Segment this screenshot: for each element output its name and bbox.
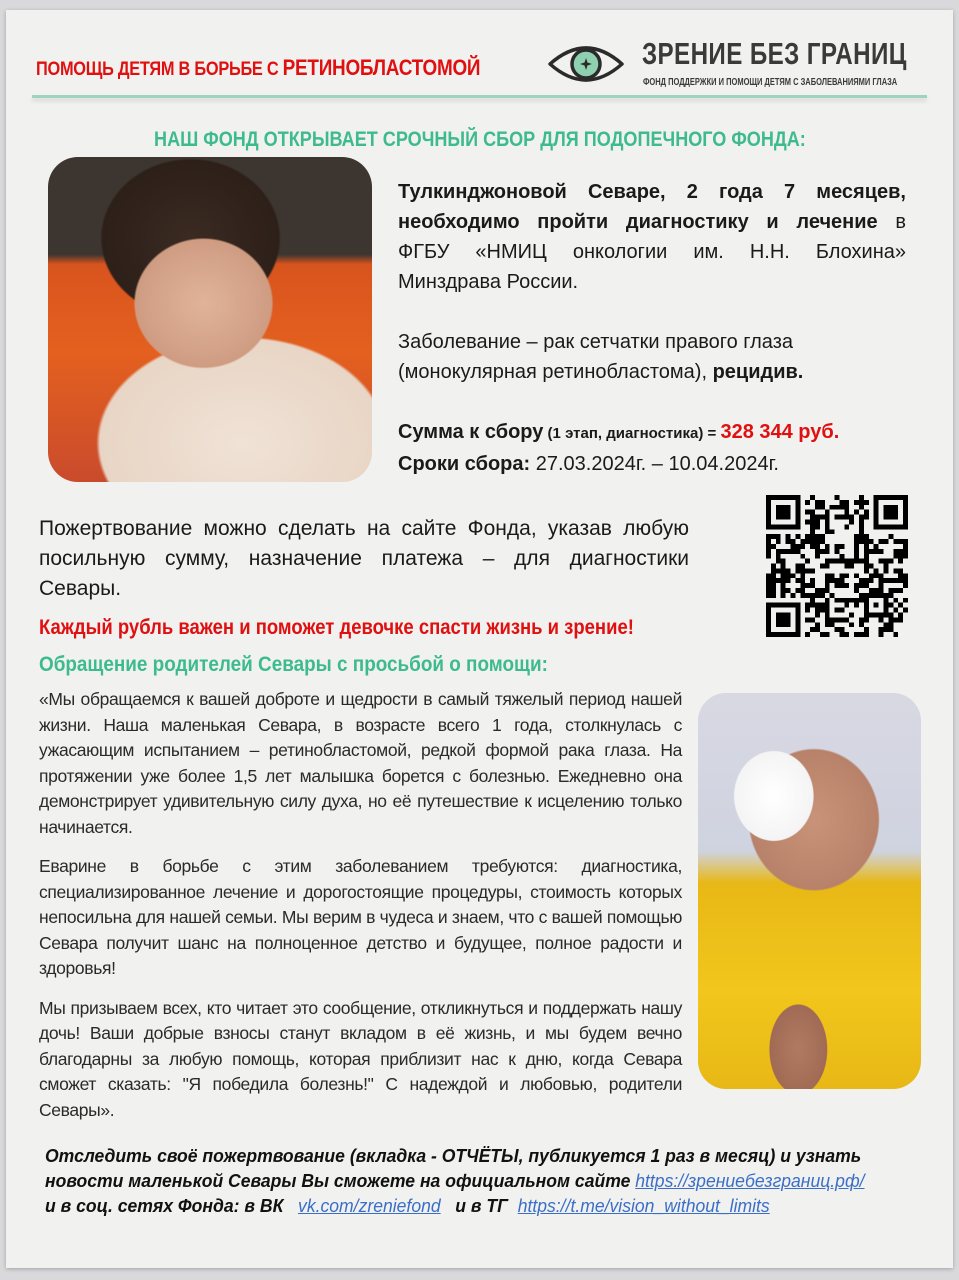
footer-line-3a: и в соц. сетях Фонда: в ВК xyxy=(45,1195,299,1216)
intro-rest-1: в xyxy=(877,211,906,233)
sum-note: (1 этап, диагностика) = xyxy=(543,425,721,442)
telegram-link[interactable]: https://t.me/vision_without_limits xyxy=(517,1195,770,1216)
qr-code[interactable] xyxy=(766,495,908,637)
vk-link[interactable]: vk.com/zreniefond xyxy=(298,1195,441,1216)
disease-line-2: (монокулярная ретинобластома), xyxy=(398,361,713,383)
footer-line-2: новости маленькой Севары Вы сможете на официальном сайте xyxy=(45,1170,636,1191)
eye-icon xyxy=(546,38,626,90)
urgent-message: Каждый рубль важен и поможет девочке спасти жизнь и зрение! xyxy=(39,616,634,639)
child-photo-eye-patch xyxy=(698,693,921,1089)
announcement-heading: НАШ ФОНД ОТКРЫВАЕТ СРОЧНЫЙ СБОР ДЛЯ ПОДОПЕЧНОГО ФОНДА: xyxy=(153,128,806,151)
intro-line-2: необходимо пройти диагностику и лечение xyxy=(398,211,878,233)
appeal-paragraph: «Мы обращаемся к вашей доброте и щедрости в самый тяжелый период нашей жизни. Наша маленькая Севара, в возрасте всего 1 года, столкнулась с ужасающим испытанием – ретинобластомой, редкой формой рака глаза. На протяжении уже более 1,5 лет малышка борется с болезнью. Ежедневно она демонстрирует удивительную силу духа, но её путешествие к исцелению только начинается. xyxy=(39,689,682,837)
appeal-paragraph: Мы призываем всех, кто читает это сообщение, откликнуться и поддержать нашу дочь! Ваши добрые взносы станут вкладом в её жизнь, и мы будем вечно благодарны за любую помощь, которая приблизит нас к дню, когда Севара сможет сказать: "Я победила болезнь!" С надеждой и любовью, родители Севары». xyxy=(39,997,682,1120)
disease-line-1: Заболевание – рак сетчатки правого глаза xyxy=(398,331,793,353)
campaign-heading xyxy=(36,55,480,81)
footer-line-3b: и в ТГ xyxy=(440,1195,518,1216)
dates-value: 27.03.2024г. – 10.04.2024г. xyxy=(530,453,779,475)
appeal-text xyxy=(39,687,682,1137)
donate-text: Пожертвование можно сделать на сайте Фонда, указав любую посильную сумму, назначение платежа – для диагностики Севары. xyxy=(39,517,689,600)
case-info xyxy=(398,177,906,479)
dates-label: Сроки сбора: xyxy=(398,453,531,475)
footer-info xyxy=(45,1143,935,1218)
brand-tagline: ФОНД ПОДДЕРЖКИ И ПОМОЩИ ДЕТЯМ С ЗАБОЛЕВАНИЯМИ ГЛАЗА xyxy=(643,77,898,88)
intro-line-1: Тулкинджоновой Севаре, 2 года 7 месяцев, xyxy=(398,181,906,203)
sum-value: 328 344 руб. xyxy=(720,421,840,443)
ministry: Минздрава России. xyxy=(398,271,579,293)
child-photo xyxy=(48,157,372,482)
sum-label: Сумма к сбору xyxy=(398,421,544,443)
appeal-paragraph: Еварине в борьбе с этим заболеванием требуются: диагностика, специализированное лечение и дорогостоящие процедуры, стоимость которых непосильна для нашей семьи. Мы верим в чудеса и знаем, что с вашей помощью Севара получит шанс на полноценное детство и будущее, полное радости и здоровья! xyxy=(39,856,682,978)
appeal-title: Обращение родителей Севары с просьбой о помощи: xyxy=(39,653,548,676)
header-divider xyxy=(32,95,927,98)
donate-info xyxy=(39,514,689,604)
relapse-label: рецидив. xyxy=(712,361,804,383)
campaign-highlight: РЕТИНОБЛАСТОМОЙ xyxy=(282,55,481,80)
flyer-page xyxy=(6,10,953,1268)
campaign-prefix: ПОМОЩЬ ДЕТЯМ В БОРЬБЕ С xyxy=(36,59,283,80)
clinic-name: ФГБУ «НМИЦ онкологии им. Н.Н. Блохина» xyxy=(398,241,906,263)
site-link[interactable]: https://зрениебезграниц.рф/ xyxy=(635,1170,865,1191)
brand-name: ЗРЕНИЕ БЕЗ ГРАНИЦ xyxy=(642,36,907,71)
footer-line-1: Отследить своё пожертвование (вкладка - ОТЧЁТЫ, публикуется 1 раз в месяц) и узнать xyxy=(45,1145,862,1166)
